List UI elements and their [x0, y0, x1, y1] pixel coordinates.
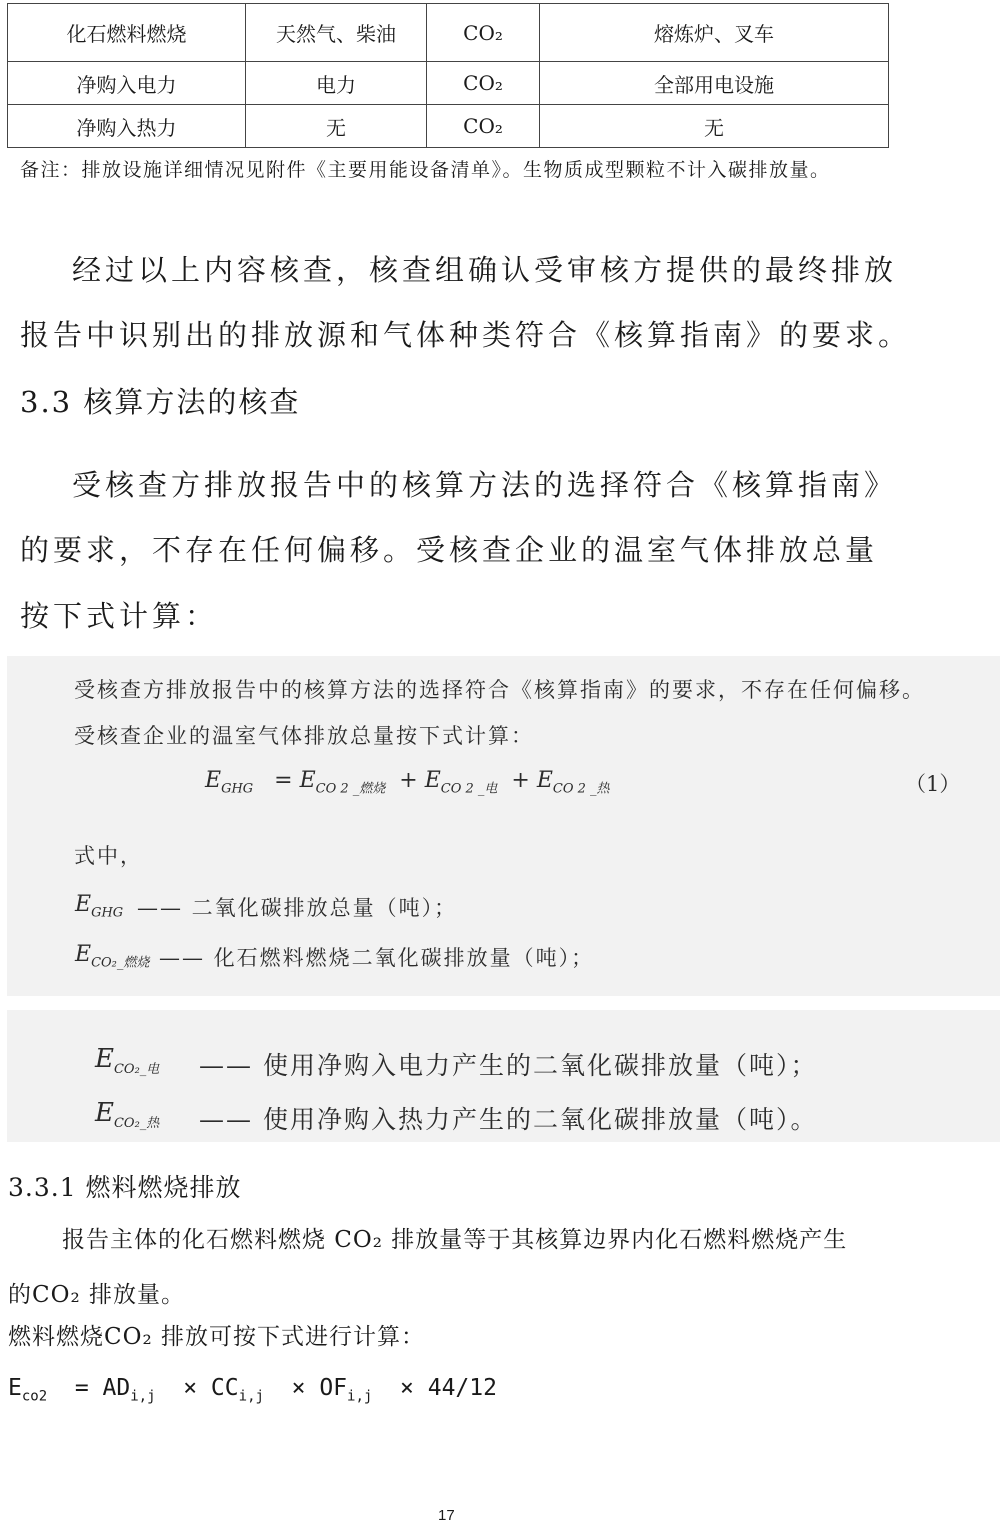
table-cell: 电力 [246, 62, 427, 105]
definition-line: —— 二氧化碳排放总量（吨）； [137, 896, 458, 920]
table-note: 备注：排放设施详细情况见附件《主要用能设备清单》。生物质成型颗粒不计入碳排放量。 [20, 159, 831, 181]
table-cell: CO₂ [427, 4, 540, 62]
scanned-excerpt [7, 1010, 1000, 1142]
table-cell: CO₂ [427, 105, 540, 148]
equation-number: （1） [905, 772, 961, 796]
symbol-e-co2-heat: $E_{CO_2\_热}$ [95, 1098, 160, 1132]
paragraph-line: 的CO₂ 排放量。 [8, 1282, 185, 1308]
definition-line: —— 使用净购入热力产生的二氧化碳排放量（吨）。 [199, 1105, 818, 1134]
page-number: 17 [438, 1507, 455, 1524]
table-cell: CO₂ [427, 62, 540, 105]
paragraph-line: 受核查方排放报告中的核算方法的选择符合《核算指南》 [72, 468, 898, 502]
table-row [8, 4, 889, 62]
table-row [8, 62, 889, 105]
table-cell: 净购入热力 [8, 105, 246, 148]
symbol-e-ghg: $E_{GHG}$ [75, 892, 124, 921]
paragraph-line: 按下式计算： [20, 599, 219, 633]
table-cell: 无 [246, 105, 427, 148]
table-cell: 全部用电设施 [540, 62, 889, 105]
symbol-e-co2-combustion: $E_{CO_2\_燃烧}$ [75, 942, 150, 971]
paragraph-line: 燃料燃烧CO₂ 排放可按下式进行计算： [8, 1324, 425, 1350]
excerpt-line: 式中， [74, 844, 143, 868]
paragraph-line: 报告主体的化石燃料燃烧 CO₂ 排放量等于其核算边界内化石燃料燃烧产生 [62, 1227, 848, 1253]
paragraph-line: 的要求，不存在任何偏移。受核查企业的温室气体排放总量 [20, 533, 879, 567]
definition-line: —— 使用净购入电力产生的二氧化碳排放量（吨）； [199, 1051, 818, 1080]
scanned-excerpt [7, 656, 1000, 996]
paragraph-line: 报告中识别出的排放源和气体种类符合《核算指南》的要求。 [20, 318, 912, 352]
combustion-formula: $E_{co2} = AD_{i,j} \times CC_{i,j} \times OF_{i,j} \times 44/12$ [8, 1375, 497, 1405]
paragraph-line: 经过以上内容核查，核查组确认受审核方提供的最终排放 [72, 253, 898, 287]
table-cell: 净购入电力 [8, 62, 246, 105]
symbol-e-co2-electricity: $E_{CO_2\_电}$ [95, 1044, 160, 1078]
definition-line: —— 化石燃料燃烧二氧化碳排放量（吨）； [159, 946, 595, 970]
table-cell: 天然气、柴油 [246, 4, 427, 62]
excerpt-line: 受核查方排放报告中的核算方法的选择符合《核算指南》的要求，不存在任何偏移。 [74, 678, 925, 702]
excerpt-line: 受核查企业的温室气体排放总量按下式计算： [74, 724, 534, 748]
table-cell: 熔炼炉、叉车 [540, 4, 889, 62]
table-cell: 无 [540, 105, 889, 148]
subsection-heading: 3.3.1 燃料燃烧排放 [8, 1173, 242, 1202]
table-row [8, 105, 889, 148]
section-heading: 3.3 核算方法的核查 [20, 385, 301, 419]
total-emission-equation: $E_{GHG} = E_{CO 2 \_燃烧} + E_{CO 2 \_电} + E_{CO 2 \_热}$ [205, 768, 610, 797]
table-cell: 化石燃料燃烧 [8, 4, 246, 62]
emission-source-table [7, 3, 889, 148]
